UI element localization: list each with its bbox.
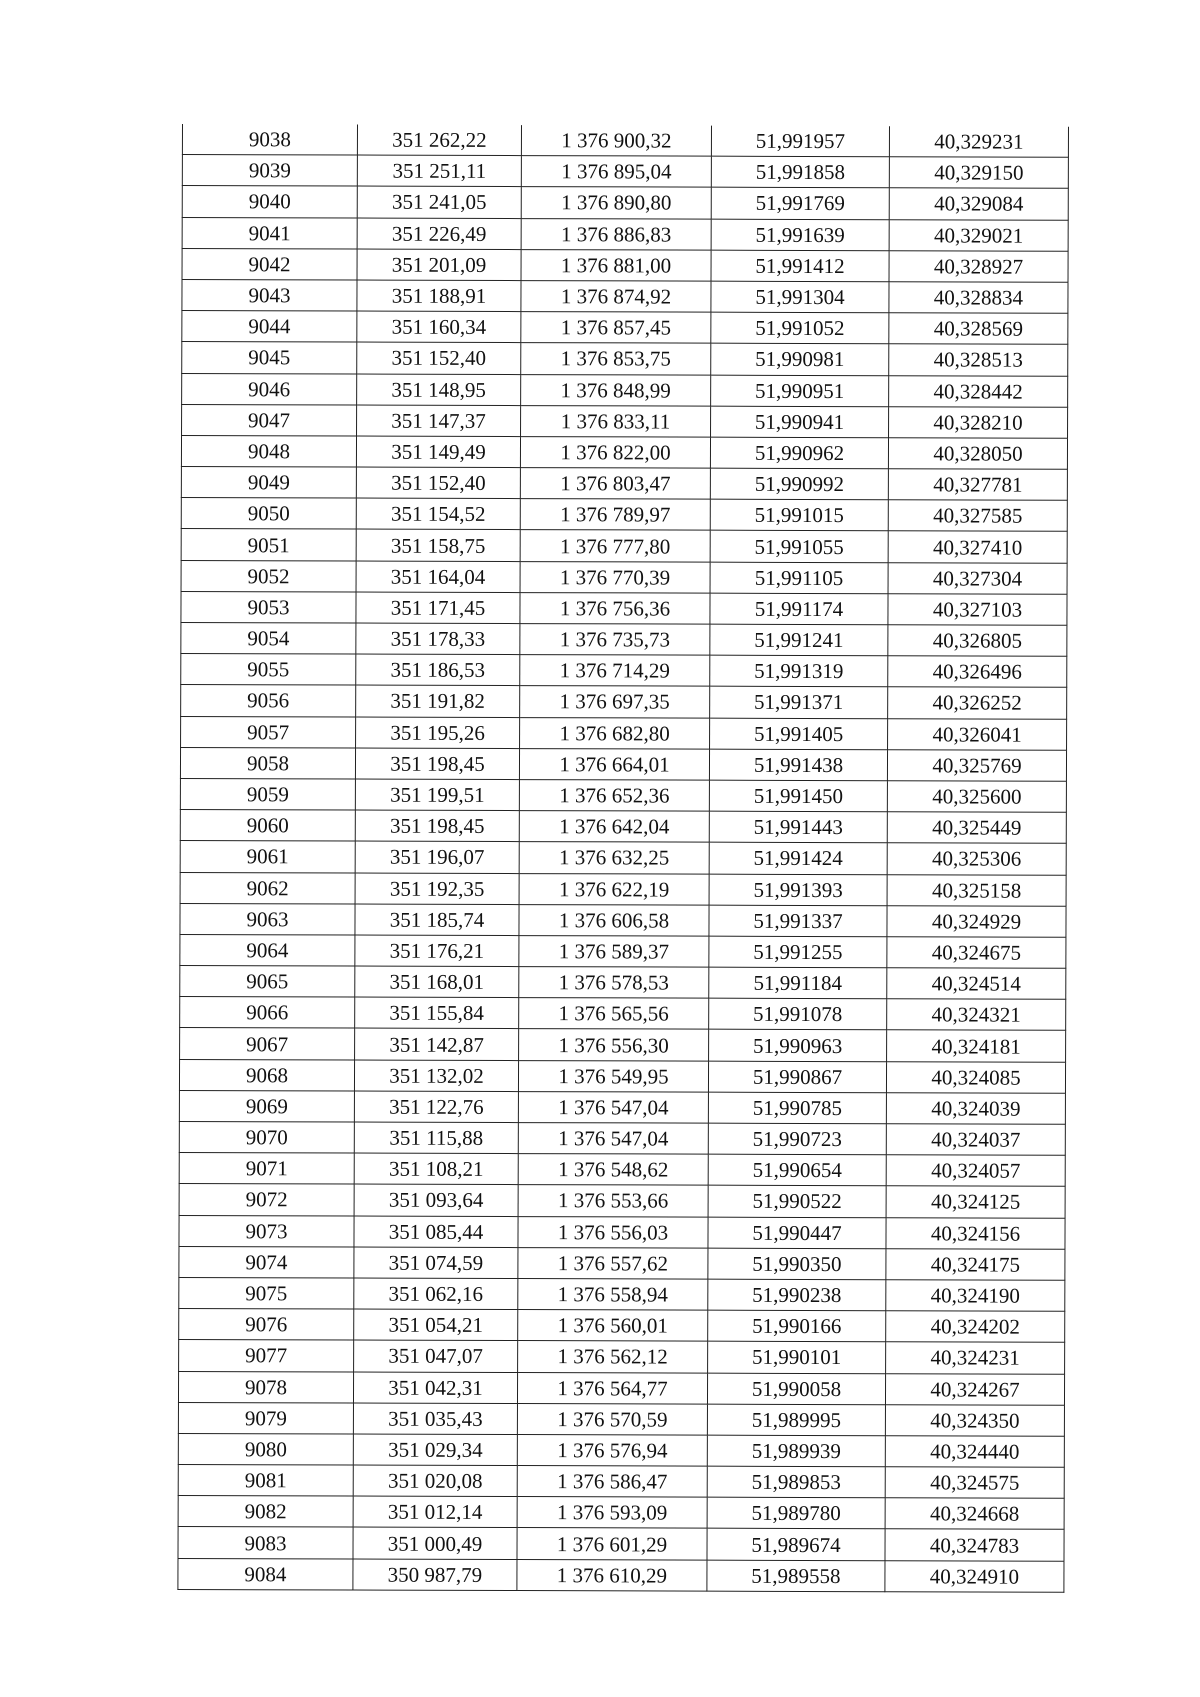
point-number-cell: 9043 xyxy=(182,279,357,311)
longitude-cell: 40,326496 xyxy=(888,656,1067,688)
longitude-cell: 40,324156 xyxy=(886,1217,1065,1249)
y-coordinate-cell: 1 376 789,97 xyxy=(520,499,710,531)
table-row xyxy=(182,248,1068,282)
y-coordinate-cell: 1 376 593,09 xyxy=(517,1497,707,1529)
y-coordinate-cell: 1 376 822,00 xyxy=(520,436,710,468)
x-coordinate-cell: 351 122,76 xyxy=(354,1091,518,1123)
x-coordinate-cell: 351 062,16 xyxy=(354,1278,518,1310)
point-number-cell: 9056 xyxy=(181,685,356,717)
table-row xyxy=(182,373,1068,407)
latitude-cell: 51,991078 xyxy=(709,998,887,1030)
latitude-cell: 51,989853 xyxy=(707,1466,885,1498)
point-number-cell: 9047 xyxy=(182,404,357,436)
longitude-cell: 40,324037 xyxy=(886,1124,1065,1156)
latitude-cell: 51,990166 xyxy=(708,1310,886,1342)
y-coordinate-cell: 1 376 652,36 xyxy=(519,780,709,812)
longitude-cell: 40,325306 xyxy=(887,843,1066,875)
x-coordinate-cell: 351 191,82 xyxy=(356,685,520,717)
x-coordinate-cell: 351 029,34 xyxy=(353,1434,517,1466)
point-number-cell: 9067 xyxy=(180,1028,355,1060)
latitude-cell: 51,990238 xyxy=(708,1279,886,1311)
point-number-cell: 9070 xyxy=(179,1121,354,1153)
latitude-cell: 51,991255 xyxy=(709,936,887,968)
x-coordinate-cell: 351 132,02 xyxy=(354,1060,518,1092)
longitude-cell: 40,328927 xyxy=(889,250,1068,282)
latitude-cell: 51,990101 xyxy=(708,1341,886,1373)
table-row xyxy=(180,810,1066,844)
latitude-cell: 51,989780 xyxy=(707,1497,885,1529)
y-coordinate-cell: 1 376 606,58 xyxy=(519,904,709,936)
table-row xyxy=(182,186,1068,220)
table-row xyxy=(179,1246,1065,1280)
point-number-cell: 9038 xyxy=(182,124,357,155)
x-coordinate-cell: 351 115,88 xyxy=(354,1122,518,1154)
y-coordinate-cell: 1 376 853,75 xyxy=(521,343,711,375)
latitude-cell: 51,990981 xyxy=(711,343,889,375)
latitude-cell: 51,990963 xyxy=(709,1030,887,1062)
y-coordinate-cell: 1 376 557,62 xyxy=(518,1247,708,1279)
table-row xyxy=(179,1277,1065,1311)
x-coordinate-cell: 350 987,79 xyxy=(353,1559,517,1591)
longitude-cell: 40,324321 xyxy=(887,999,1066,1031)
table-row xyxy=(179,1059,1065,1093)
latitude-cell: 51,990962 xyxy=(710,437,888,469)
longitude-cell: 40,324231 xyxy=(886,1342,1065,1374)
point-number-cell: 9055 xyxy=(181,654,356,686)
point-number-cell: 9079 xyxy=(178,1402,353,1434)
latitude-cell: 51,989995 xyxy=(707,1404,885,1436)
table-row xyxy=(179,1340,1065,1374)
point-number-cell: 9042 xyxy=(182,248,357,280)
point-number-cell: 9076 xyxy=(179,1309,354,1341)
table-row xyxy=(181,591,1067,625)
latitude-cell: 51,990941 xyxy=(711,406,889,438)
longitude-cell: 40,324125 xyxy=(886,1186,1065,1218)
table-row xyxy=(178,1402,1064,1436)
point-number-cell: 9082 xyxy=(178,1496,353,1528)
point-number-cell: 9052 xyxy=(181,560,356,592)
longitude-cell: 40,324181 xyxy=(887,1030,1066,1062)
longitude-cell: 40,324202 xyxy=(886,1311,1065,1343)
x-coordinate-cell: 351 160,34 xyxy=(357,311,521,343)
table-row xyxy=(178,1465,1064,1499)
latitude-cell: 51,991424 xyxy=(709,842,887,874)
latitude-cell: 51,990447 xyxy=(708,1217,886,1249)
longitude-cell: 40,327410 xyxy=(888,531,1067,563)
longitude-cell: 40,324175 xyxy=(886,1248,1065,1280)
latitude-cell: 51,991450 xyxy=(709,780,887,812)
x-coordinate-cell: 351 176,21 xyxy=(355,935,519,967)
table-row xyxy=(178,1371,1064,1405)
point-number-cell: 9054 xyxy=(181,622,356,654)
y-coordinate-cell: 1 376 562,12 xyxy=(518,1341,708,1373)
point-number-cell: 9059 xyxy=(180,778,355,810)
longitude-cell: 40,327781 xyxy=(888,469,1067,501)
point-number-cell: 9083 xyxy=(178,1527,353,1559)
longitude-cell: 40,324575 xyxy=(885,1467,1064,1499)
table-row xyxy=(180,934,1066,968)
point-number-cell: 9044 xyxy=(182,311,357,343)
latitude-cell: 51,991858 xyxy=(711,156,889,188)
longitude-cell: 40,326041 xyxy=(888,718,1067,750)
point-number-cell: 9051 xyxy=(181,529,356,561)
table-row xyxy=(179,1153,1065,1187)
point-number-cell: 9045 xyxy=(182,342,357,374)
y-coordinate-cell: 1 376 874,92 xyxy=(521,281,711,313)
latitude-cell: 51,991184 xyxy=(709,967,887,999)
y-coordinate-cell: 1 376 833,11 xyxy=(521,405,711,437)
y-coordinate-cell: 1 376 886,83 xyxy=(521,218,711,250)
latitude-cell: 51,991015 xyxy=(710,499,888,531)
table-row xyxy=(181,529,1067,563)
y-coordinate-cell: 1 376 848,99 xyxy=(521,374,711,406)
point-number-cell: 9074 xyxy=(179,1246,354,1278)
longitude-cell: 40,328442 xyxy=(889,375,1068,407)
longitude-cell: 40,328834 xyxy=(889,282,1068,314)
y-coordinate-cell: 1 376 558,94 xyxy=(518,1278,708,1310)
longitude-cell: 40,329150 xyxy=(889,157,1068,189)
point-number-cell: 9061 xyxy=(180,841,355,873)
x-coordinate-cell: 351 171,45 xyxy=(356,592,520,624)
latitude-cell: 51,991055 xyxy=(710,531,888,563)
point-number-cell: 9077 xyxy=(179,1340,354,1372)
table-row xyxy=(181,435,1067,469)
y-coordinate-cell: 1 376 547,04 xyxy=(518,1123,708,1155)
longitude-cell: 40,327304 xyxy=(888,562,1067,594)
y-coordinate-cell: 1 376 664,01 xyxy=(519,748,709,780)
point-number-cell: 9060 xyxy=(180,810,355,842)
x-coordinate-cell: 351 012,14 xyxy=(353,1496,517,1528)
table-row xyxy=(182,404,1068,438)
x-coordinate-cell: 351 074,59 xyxy=(354,1247,518,1279)
latitude-cell: 51,991957 xyxy=(711,126,889,157)
longitude-cell: 40,324039 xyxy=(886,1093,1065,1125)
point-number-cell: 9057 xyxy=(181,716,356,748)
y-coordinate-cell: 1 376 622,19 xyxy=(519,873,709,905)
x-coordinate-cell: 351 085,44 xyxy=(354,1216,518,1248)
point-number-cell: 9053 xyxy=(181,591,356,623)
table-row xyxy=(181,622,1067,656)
latitude-cell: 51,989558 xyxy=(707,1560,885,1592)
longitude-cell: 40,325600 xyxy=(887,781,1066,813)
table-row xyxy=(179,1184,1065,1218)
x-coordinate-cell: 351 093,64 xyxy=(354,1184,518,1216)
point-number-cell: 9048 xyxy=(181,435,356,467)
y-coordinate-cell: 1 376 601,29 xyxy=(517,1528,707,1560)
table-row xyxy=(179,1309,1065,1343)
y-coordinate-cell: 1 376 548,62 xyxy=(518,1154,708,1186)
latitude-cell: 51,990992 xyxy=(710,468,888,500)
y-coordinate-cell: 1 376 770,39 xyxy=(520,561,710,593)
latitude-cell: 51,991393 xyxy=(709,874,887,906)
point-number-cell: 9073 xyxy=(179,1215,354,1247)
latitude-cell: 51,990654 xyxy=(708,1154,886,1186)
point-number-cell: 9069 xyxy=(179,1090,354,1122)
x-coordinate-cell: 351 192,35 xyxy=(355,873,519,905)
coordinates-table xyxy=(177,124,1069,1593)
x-coordinate-cell: 351 262,22 xyxy=(357,125,521,156)
longitude-cell: 40,329231 xyxy=(889,126,1068,157)
y-coordinate-cell: 1 376 714,29 xyxy=(520,655,710,687)
x-coordinate-cell: 351 158,75 xyxy=(356,529,520,561)
point-number-cell: 9064 xyxy=(180,934,355,966)
longitude-cell: 40,328513 xyxy=(889,344,1068,376)
latitude-cell: 51,991241 xyxy=(710,624,888,656)
y-coordinate-cell: 1 376 881,00 xyxy=(521,249,711,281)
table-row xyxy=(180,966,1066,1000)
point-number-cell: 9081 xyxy=(178,1465,353,1497)
y-coordinate-cell: 1 376 756,36 xyxy=(520,592,710,624)
y-coordinate-cell: 1 376 589,37 xyxy=(519,935,709,967)
table-row xyxy=(182,217,1068,251)
y-coordinate-cell: 1 376 777,80 xyxy=(520,530,710,562)
y-coordinate-cell: 1 376 586,47 xyxy=(517,1466,707,1498)
x-coordinate-cell: 351 185,74 xyxy=(355,904,519,936)
table-row xyxy=(182,155,1068,189)
longitude-cell: 40,324350 xyxy=(885,1404,1064,1436)
y-coordinate-cell: 1 376 576,94 xyxy=(517,1434,707,1466)
latitude-cell: 51,990058 xyxy=(707,1373,885,1405)
latitude-cell: 51,989674 xyxy=(707,1529,885,1561)
latitude-cell: 51,991319 xyxy=(710,655,888,687)
x-coordinate-cell: 351 054,21 xyxy=(354,1309,518,1341)
point-number-cell: 9049 xyxy=(181,467,356,499)
x-coordinate-cell: 351 147,37 xyxy=(357,405,521,437)
x-coordinate-cell: 351 198,45 xyxy=(355,748,519,780)
x-coordinate-cell: 351 108,21 xyxy=(354,1153,518,1185)
latitude-cell: 51,990785 xyxy=(708,1092,886,1124)
x-coordinate-cell: 351 168,01 xyxy=(355,966,519,998)
table-row xyxy=(180,778,1066,812)
longitude-cell: 40,324057 xyxy=(886,1155,1065,1187)
longitude-cell: 40,326252 xyxy=(888,687,1067,719)
longitude-cell: 40,326805 xyxy=(888,625,1067,657)
latitude-cell: 51,991052 xyxy=(711,312,889,344)
y-coordinate-cell: 1 376 565,56 xyxy=(519,998,709,1030)
table-row xyxy=(181,716,1067,750)
point-number-cell: 9065 xyxy=(180,966,355,998)
x-coordinate-cell: 351 241,05 xyxy=(357,186,521,218)
latitude-cell: 51,991304 xyxy=(711,281,889,313)
longitude-cell: 40,329021 xyxy=(889,219,1068,251)
longitude-cell: 40,324085 xyxy=(886,1061,1065,1093)
longitude-cell: 40,324929 xyxy=(887,905,1066,937)
x-coordinate-cell: 351 198,45 xyxy=(355,810,519,842)
point-number-cell: 9058 xyxy=(180,747,355,779)
point-number-cell: 9041 xyxy=(182,217,357,249)
longitude-cell: 40,329084 xyxy=(889,188,1068,220)
point-number-cell: 9075 xyxy=(179,1277,354,1309)
longitude-cell: 40,328210 xyxy=(889,406,1068,438)
x-coordinate-cell: 351 196,07 xyxy=(355,841,519,873)
y-coordinate-cell: 1 376 560,01 xyxy=(518,1310,708,1342)
table-row xyxy=(181,560,1067,594)
y-coordinate-cell: 1 376 895,04 xyxy=(521,156,711,188)
longitude-cell: 40,328569 xyxy=(889,313,1068,345)
table-row xyxy=(181,498,1067,532)
x-coordinate-cell: 351 042,31 xyxy=(353,1372,517,1404)
point-number-cell: 9066 xyxy=(180,997,355,1029)
latitude-cell: 51,991337 xyxy=(709,905,887,937)
table-row xyxy=(180,903,1066,937)
table-row xyxy=(181,467,1067,501)
longitude-cell: 40,324190 xyxy=(886,1280,1065,1312)
y-coordinate-cell: 1 376 547,04 xyxy=(518,1091,708,1123)
x-coordinate-cell: 351 251,11 xyxy=(357,155,521,187)
point-number-cell: 9046 xyxy=(182,373,357,405)
x-coordinate-cell: 351 000,49 xyxy=(353,1527,517,1559)
longitude-cell: 40,328050 xyxy=(888,438,1067,470)
point-number-cell: 9084 xyxy=(178,1558,353,1590)
point-number-cell: 9062 xyxy=(180,872,355,904)
longitude-cell: 40,327585 xyxy=(888,500,1067,532)
point-number-cell: 9040 xyxy=(182,186,357,218)
longitude-cell: 40,324668 xyxy=(885,1498,1064,1530)
x-coordinate-cell: 351 188,91 xyxy=(357,280,521,312)
point-number-cell: 9078 xyxy=(178,1371,353,1403)
table-row xyxy=(182,124,1068,157)
y-coordinate-cell: 1 376 632,25 xyxy=(519,842,709,874)
y-coordinate-cell: 1 376 578,53 xyxy=(519,967,709,999)
latitude-cell: 51,990867 xyxy=(708,1061,886,1093)
y-coordinate-cell: 1 376 642,04 xyxy=(519,811,709,843)
longitude-cell: 40,324514 xyxy=(887,968,1066,1000)
y-coordinate-cell: 1 376 857,45 xyxy=(521,312,711,344)
y-coordinate-cell: 1 376 570,59 xyxy=(517,1403,707,1435)
table-row xyxy=(178,1527,1064,1561)
point-number-cell: 9080 xyxy=(178,1433,353,1465)
x-coordinate-cell: 351 195,26 xyxy=(356,717,520,749)
x-coordinate-cell: 351 154,52 xyxy=(356,498,520,530)
table-row xyxy=(182,342,1068,376)
longitude-cell: 40,327103 xyxy=(888,594,1067,626)
x-coordinate-cell: 351 178,33 xyxy=(356,623,520,655)
point-number-cell: 9072 xyxy=(179,1184,354,1216)
table-row xyxy=(178,1496,1064,1530)
latitude-cell: 51,991639 xyxy=(711,219,889,251)
latitude-cell: 51,990522 xyxy=(708,1186,886,1218)
y-coordinate-cell: 1 376 549,95 xyxy=(518,1060,708,1092)
y-coordinate-cell: 1 376 890,80 xyxy=(521,187,711,219)
y-coordinate-cell: 1 376 556,03 xyxy=(518,1216,708,1248)
latitude-cell: 51,991174 xyxy=(710,593,888,625)
latitude-cell: 51,989939 xyxy=(707,1435,885,1467)
table-row xyxy=(182,311,1068,345)
x-coordinate-cell: 351 047,07 xyxy=(354,1340,518,1372)
table-row xyxy=(178,1558,1064,1592)
x-coordinate-cell: 351 149,49 xyxy=(356,436,520,468)
x-coordinate-cell: 351 148,95 xyxy=(357,374,521,406)
table-row xyxy=(178,1433,1064,1467)
y-coordinate-cell: 1 376 735,73 xyxy=(520,624,710,656)
longitude-cell: 40,325158 xyxy=(887,874,1066,906)
latitude-cell: 51,991412 xyxy=(711,250,889,282)
longitude-cell: 40,324267 xyxy=(885,1373,1064,1405)
table-row xyxy=(181,654,1067,688)
x-coordinate-cell: 351 201,09 xyxy=(357,249,521,281)
point-number-cell: 9068 xyxy=(179,1059,354,1091)
x-coordinate-cell: 351 142,87 xyxy=(355,1028,519,1060)
table-row xyxy=(179,1121,1065,1155)
x-coordinate-cell: 351 152,40 xyxy=(357,342,521,374)
latitude-cell: 51,991438 xyxy=(709,749,887,781)
y-coordinate-cell: 1 376 900,32 xyxy=(521,125,711,156)
y-coordinate-cell: 1 376 697,35 xyxy=(520,686,710,718)
y-coordinate-cell: 1 376 553,66 xyxy=(518,1185,708,1217)
x-coordinate-cell: 351 186,53 xyxy=(356,654,520,686)
coordinates-table-body xyxy=(178,124,1069,1592)
x-coordinate-cell: 351 155,84 xyxy=(355,997,519,1029)
table-row xyxy=(181,685,1067,719)
latitude-cell: 51,990723 xyxy=(708,1123,886,1155)
y-coordinate-cell: 1 376 556,30 xyxy=(519,1029,709,1061)
point-number-cell: 9039 xyxy=(182,155,357,187)
latitude-cell: 51,991405 xyxy=(710,718,888,750)
longitude-cell: 40,324783 xyxy=(885,1529,1064,1561)
y-coordinate-cell: 1 376 682,80 xyxy=(520,717,710,749)
x-coordinate-cell: 351 035,43 xyxy=(353,1403,517,1435)
latitude-cell: 51,991371 xyxy=(710,687,888,719)
x-coordinate-cell: 351 164,04 xyxy=(356,561,520,593)
table-row xyxy=(182,279,1068,313)
point-number-cell: 9071 xyxy=(179,1153,354,1185)
table-row xyxy=(180,872,1066,906)
x-coordinate-cell: 351 199,51 xyxy=(355,779,519,811)
table-row xyxy=(180,747,1066,781)
table-row xyxy=(180,1028,1066,1062)
table-row xyxy=(179,1090,1065,1124)
x-coordinate-cell: 351 226,49 xyxy=(357,218,521,250)
longitude-cell: 40,324440 xyxy=(885,1436,1064,1468)
latitude-cell: 51,991105 xyxy=(710,562,888,594)
y-coordinate-cell: 1 376 564,77 xyxy=(517,1372,707,1404)
y-coordinate-cell: 1 376 803,47 xyxy=(520,468,710,500)
longitude-cell: 40,325449 xyxy=(887,812,1066,844)
y-coordinate-cell: 1 376 610,29 xyxy=(517,1559,707,1591)
longitude-cell: 40,325769 xyxy=(887,749,1066,781)
table-row xyxy=(179,1215,1065,1249)
table-row xyxy=(180,841,1066,875)
latitude-cell: 51,990350 xyxy=(708,1248,886,1280)
x-coordinate-cell: 351 152,40 xyxy=(356,467,520,499)
point-number-cell: 9063 xyxy=(180,903,355,935)
longitude-cell: 40,324675 xyxy=(887,937,1066,969)
latitude-cell: 51,991443 xyxy=(709,811,887,843)
point-number-cell: 9050 xyxy=(181,498,356,530)
longitude-cell: 40,324910 xyxy=(885,1560,1064,1592)
latitude-cell: 51,990951 xyxy=(711,375,889,407)
latitude-cell: 51,991769 xyxy=(711,188,889,220)
table-row xyxy=(180,997,1066,1031)
x-coordinate-cell: 351 020,08 xyxy=(353,1465,517,1497)
